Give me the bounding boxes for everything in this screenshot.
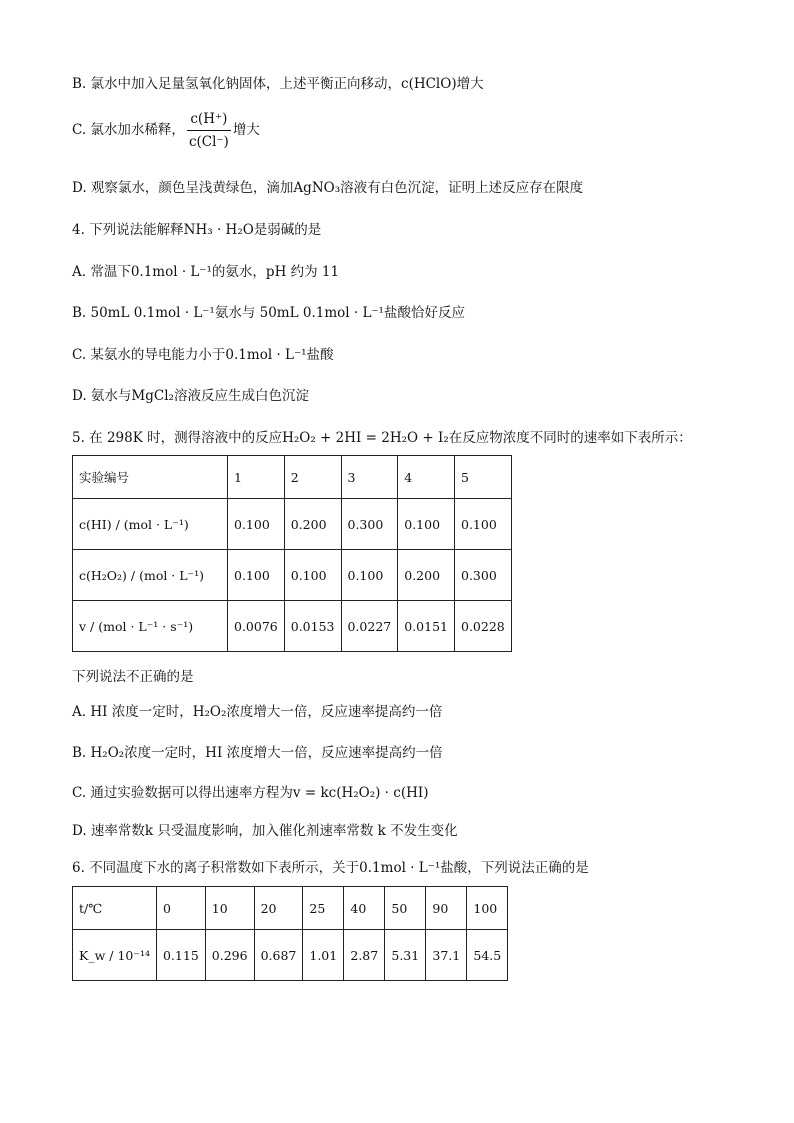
table-cell: 0.200 <box>284 499 341 550</box>
table-cell: 0.0227 <box>341 601 398 652</box>
row-label-cell: c(HI) / (mol · L⁻¹) <box>73 499 228 550</box>
q3-option-c <box>72 108 260 153</box>
experiment-number-cell: 3 <box>341 456 398 499</box>
temperature-cell: 0 <box>156 887 205 930</box>
ion-product-table <box>72 886 508 981</box>
experiment-number-cell: 5 <box>455 456 512 499</box>
q4-option-a: A. 常温下0.1mol · L⁻¹的氨水，pH 约为 11 <box>72 264 340 280</box>
table-cell: 0.200 <box>398 550 455 601</box>
q4-option-b: B. 50mL 0.1mol · L⁻¹氨水与 50mL 0.1mol · L⁻¹盐酸恰好反应 <box>72 305 465 321</box>
fraction-denominator: c(Cl⁻) <box>188 134 229 150</box>
table-cell: 0.100 <box>228 499 285 550</box>
table-header-row <box>73 887 508 930</box>
kw-value-cell: 0.296 <box>205 930 254 981</box>
experiment-number-cell: 2 <box>284 456 341 499</box>
q5-option-d: D. 速率常数k 只受温度影响，加入催化剂速率常数 k 不发生变化 <box>72 823 458 839</box>
temperature-label-cell: t/℃ <box>73 887 157 930</box>
temperature-cell: 90 <box>426 887 467 930</box>
q4-option-d: D. 氨水与MgCl₂溶液反应生成白色沉淀 <box>72 388 309 404</box>
table-cell: 0.300 <box>455 550 512 601</box>
q5-prompt: 下列说法不正确的是 <box>72 669 194 685</box>
table-cell: 0.0151 <box>398 601 455 652</box>
concentration-ratio-fraction <box>187 108 231 153</box>
kw-value-cell: 37.1 <box>426 930 467 981</box>
kw-value-cell: 54.5 <box>467 930 508 981</box>
q3-option-c-suffix: 增大 <box>232 122 260 138</box>
kw-value-cell: 0.687 <box>254 930 303 981</box>
temperature-cell: 10 <box>205 887 254 930</box>
table-cell: 0.0153 <box>284 601 341 652</box>
table-cell: 0.100 <box>455 499 512 550</box>
rate-data-table <box>72 455 512 652</box>
q3-option-d: D. 观察氯水，颜色呈浅黄绿色，滴加AgNO₃溶液有白色沉淀，证明上述反应存在限度 <box>72 180 584 196</box>
kw-value-cell: 1.01 <box>303 930 344 981</box>
temperature-cell: 50 <box>385 887 426 930</box>
experiment-number-cell: 1 <box>228 456 285 499</box>
table-cell: 0.100 <box>341 550 398 601</box>
table-cell: 0.100 <box>284 550 341 601</box>
q5-option-a: A. HI 浓度一定时，H₂O₂浓度增大一倍，反应速率提高约一倍 <box>72 704 443 720</box>
q5-option-c: C. 通过实验数据可以得出速率方程为v = kc(H₂O₂) · c(HI) <box>72 785 429 801</box>
kw-value-cell: 0.115 <box>156 930 205 981</box>
q5-stem: 5. 在 298K 时，测得溶液中的反应H₂O₂ + 2HI = 2H₂O + I₂在反应物浓度不同时的速率如下表所示： <box>72 430 692 446</box>
kw-value-cell: 2.87 <box>344 930 385 981</box>
temperature-cell: 100 <box>467 887 508 930</box>
q6-stem: 6. 不同温度下水的离子积常数如下表所示，关于0.1mol · L⁻¹盐酸，下列说法正确的是 <box>72 860 589 876</box>
table-cell: 0.0076 <box>228 601 285 652</box>
table-cell: 0.0228 <box>455 601 512 652</box>
header-label-cell: 实验编号 <box>73 456 228 499</box>
table-cell: 0.300 <box>341 499 398 550</box>
row-label-cell: v / (mol · L⁻¹ · s⁻¹) <box>73 601 228 652</box>
table-cell: 0.100 <box>398 499 455 550</box>
table-cell: 0.100 <box>228 550 285 601</box>
q4-stem: 4. 下列说法能解释NH₃ · H₂O是弱碱的是 <box>72 222 322 238</box>
fraction-numerator: c(H⁺) <box>187 108 231 131</box>
temperature-cell: 40 <box>344 887 385 930</box>
table-row <box>73 601 512 652</box>
kw-label-cell: K_w / 10⁻¹⁴ <box>73 930 157 981</box>
q3-option-c-prefix: C. 氯水加水稀释， <box>72 122 185 138</box>
table-row <box>73 930 508 981</box>
q3-option-b: B. 氯水中加入足量氢氧化钠固体，上述平衡正向移动，c(HClO)增大 <box>72 76 484 92</box>
q4-option-c: C. 某氨水的导电能力小于0.1mol · L⁻¹盐酸 <box>72 347 334 363</box>
table-header-row <box>73 456 512 499</box>
row-label-cell: c(H₂O₂) / (mol · L⁻¹) <box>73 550 228 601</box>
temperature-cell: 25 <box>303 887 344 930</box>
q5-option-b: B. H₂O₂浓度一定时，HI 浓度增大一倍，反应速率提高约一倍 <box>72 745 443 761</box>
table-row <box>73 499 512 550</box>
temperature-cell: 20 <box>254 887 303 930</box>
experiment-number-cell: 4 <box>398 456 455 499</box>
kw-value-cell: 5.31 <box>385 930 426 981</box>
table-row <box>73 550 512 601</box>
